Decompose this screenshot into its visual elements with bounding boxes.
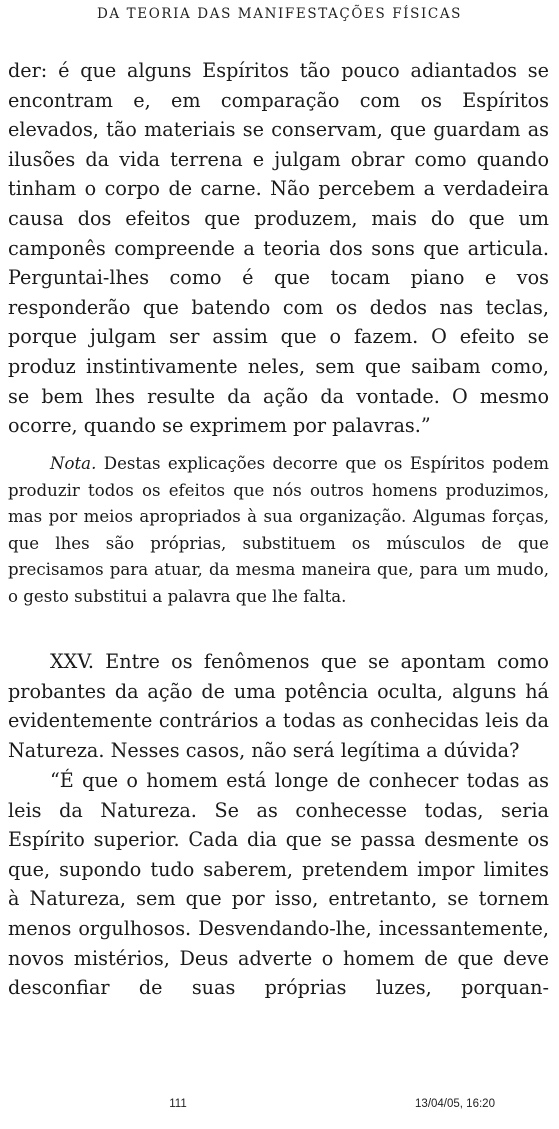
- note-block: [8, 451, 549, 611]
- note-text: Destas explicações decorre que os Espíritos podem produzir todos os efeitos que nós outros homens produzimos, mas por meios apropriados à sua organização. Algumas forças, que lhes são próprias, substituem os músculos de que precisamos para atuar, da mesma maneira que, para um mudo, o gesto substitui a palavra que lhe falta.: [8, 454, 549, 606]
- answer-paragraph: “É que o homem está longe de conhecer todas as leis da Natureza. Se as conhecesse todas, seria Espírito superior. Cada dia que se passa desmente os que, supondo tudo saberem, pretendem impor limites à Natureza, sem que por isso, entretanto, se tornem menos orgulhosos. Desvendando-lhe, incessantemente, novos mistérios, Deus adverte o homem de que deve desconfiar de suas próprias luzes, porquan-: [8, 769, 549, 1000]
- question-block: [8, 647, 549, 765]
- body-paragraph-continuation: der: é que alguns Espíritos tão pouco adiantados se encontram e, em comparação com os Espíritos elevados, tão materiais se conservam, que guardam as ilusões da vida terrena e julgam obrar como quando tinham o corpo de carne. Não percebem a verdadeira causa dos efeitos que produzem, mais do que um camponês compreende a teoria dos sons que articula. Perguntai-lhes como é que tocam piano e vos responderão que batendo com os dedos nas teclas, porque julgam ser assim que o fazem. O efeito se produz instintivamente neles, sem que saibam como, se bem lhes resulte da ação da vontade. O mesmo ocorre, quando se exprimem por palavras.”: [8, 59, 549, 438]
- page-number: 111: [169, 1098, 187, 1110]
- print-timestamp: 13/04/05, 16:20: [415, 1098, 495, 1110]
- running-head: DA TEORIA DAS MANIFESTAÇÕES FÍSICAS: [96, 6, 463, 22]
- question-paragraph: XXV. Entre os fenômenos que se apontam como probantes da ação de uma potência oculta, alguns há evidentemente contrários a todas as conhecidas leis da Natureza. Nesses casos, não será legítima a dúvida?: [8, 650, 549, 762]
- note-paragraph: [8, 451, 549, 611]
- answer-block: [8, 766, 549, 1003]
- main-column: [8, 56, 549, 441]
- note-label: Nota.: [50, 454, 97, 473]
